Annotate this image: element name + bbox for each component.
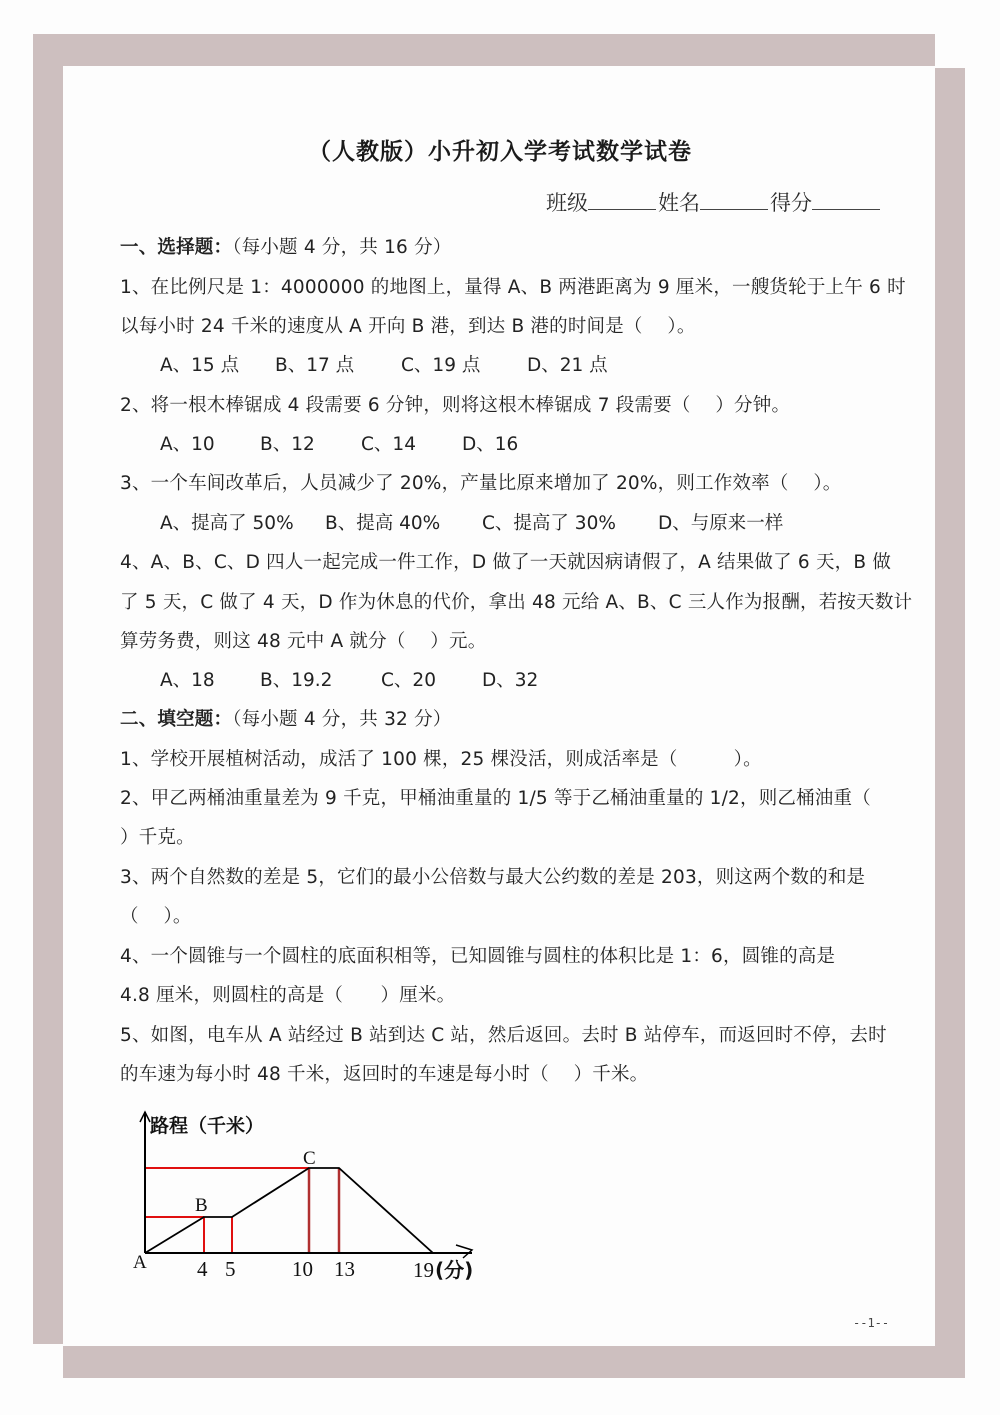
page-title: （人教版）小升初入学考试数学试卷: [308, 139, 692, 165]
s1-q4-option-b[interactable]: B、19.2: [260, 670, 333, 691]
s1-q3-option-b[interactable]: B、提高 40%: [325, 513, 441, 534]
s2-q2-line2: ）千克。: [120, 827, 195, 848]
s1-q2-option-c[interactable]: C、14: [361, 434, 416, 455]
section2-heading: [120, 705, 452, 731]
s1-q2-option-b[interactable]: B、12: [260, 434, 315, 455]
y-axis-label: 路程（千米）: [150, 1115, 265, 1137]
s2-q1-line1: 1、学校开展植树活动，成活了 100 棵，25 棵没活，则成活率是（ ）。: [120, 749, 762, 770]
s1-q2-line1: 2、将一根木棒锯成 4 段需要 6 分钟，则将这根木棒锯成 7 段需要（ ）分钟。: [120, 395, 791, 416]
s2-q5-line1: 5、如图，电车从 A 站经过 B 站到达 C 站，然后返回。去时 B 站停车，而返回时不停，去时: [120, 1025, 887, 1046]
guide-lines: [145, 1168, 309, 1253]
section2-title: 二、填空题：: [120, 709, 233, 730]
class-label: 班级: [546, 191, 588, 215]
s1-q1-line2: 以每小时 24 千米的速度从 A 开向 B 港，到达 B 港的时间是（ ）。: [120, 316, 696, 337]
x-tick-13: 13: [334, 1257, 355, 1281]
s1-q3-option-a[interactable]: A、提高了 50%: [160, 513, 294, 534]
class-blank[interactable]: [588, 187, 656, 210]
name-label: 姓名: [658, 191, 700, 215]
s1-q4-line1: 4、A、B、C、D 四人一起完成一件工作，D 做了一天就因病请假了，A 结果做了 6 天，B 做: [120, 552, 892, 573]
s1-q2-option-a[interactable]: A、10: [160, 434, 215, 455]
distance-time-diagram: [125, 1100, 505, 1290]
s1-q2-option-d[interactable]: D、16: [462, 434, 519, 455]
s1-q4-line3: 算劳务费，则这 48 元中 A 就分（ ）元。: [120, 631, 487, 652]
s1-q4-option-a[interactable]: A、18: [160, 670, 215, 691]
s1-q1-option-d[interactable]: D、21 点: [527, 355, 608, 376]
x-axis-unit: (分): [435, 1258, 474, 1282]
s2-q4-line1: 4、一个圆锥与一个圆柱的底面积相等，已知圆锥与圆柱的体积比是 1：6，圆锥的高是: [120, 946, 836, 967]
section1-title: 一、选择题：: [120, 237, 233, 258]
page-number: --1--: [853, 1316, 890, 1330]
point-c-label: C: [303, 1148, 316, 1169]
section1-heading: [120, 233, 452, 259]
frame-right-strip: [935, 68, 965, 1378]
score-label: 得分: [770, 191, 812, 215]
s2-q3-line2: （ ）。: [120, 906, 192, 927]
s1-q3-option-d[interactable]: D、与原来一样: [658, 513, 784, 534]
name-blank[interactable]: [700, 187, 768, 210]
student-info-fields: [546, 187, 882, 217]
point-b-label: B: [195, 1195, 208, 1216]
frame-bottom-strip: [63, 1346, 965, 1378]
s1-q4-option-d[interactable]: D、32: [482, 670, 539, 691]
s2-q5-line2: 的车速为每小时 48 千米，返回时的车速是每小时（ ）千米。: [120, 1064, 649, 1085]
s1-q1-line1: 1、在比例尺是 1：4000000 的地图上，量得 A、B 两港距离为 9 厘米，一艘货轮于上午 6 时: [120, 277, 906, 298]
section1-note: （每小题 4 分，共 16 分）: [232, 237, 452, 258]
s2-q4-line2: 4.8 厘米，则圆柱的高是（ ）厘米。: [120, 985, 456, 1006]
distance-path: [145, 1168, 433, 1253]
s1-q4-option-c[interactable]: C、20: [381, 670, 436, 691]
s1-q4-line2: 了 5 天，C 做了 4 天，D 作为休息的代价，拿出 48 元给 A、B、C 三人作为报酬，若按天数计: [120, 592, 913, 613]
x-tick-5: 5: [225, 1257, 236, 1281]
s1-q3-option-c[interactable]: C、提高了 30%: [482, 513, 616, 534]
s1-q1-option-b[interactable]: B、17 点: [275, 355, 355, 376]
point-a-label: A: [133, 1252, 147, 1273]
x-tick-10: 10: [292, 1257, 313, 1281]
score-blank[interactable]: [812, 187, 880, 210]
s2-q3-line1: 3、两个自然数的差是 5，它们的最小公倍数与最大公约数的差是 203，则这两个数的和是: [120, 867, 866, 888]
section2-note: （每小题 4 分，共 32 分）: [232, 709, 452, 730]
s1-q1-option-a[interactable]: A、15 点: [160, 355, 240, 376]
s2-q2-line1: 2、甲乙两桶油重量差为 9 千克，甲桶油重量的 1/5 等于乙桶油重量的 1/2，则乙桶油重（: [120, 788, 871, 809]
s1-q3-line1: 3、一个车间改革后，人员减少了 20%，产量比原来增加了 20%，则工作效率（ ）。: [120, 473, 842, 494]
s1-q1-option-c[interactable]: C、19 点: [401, 355, 481, 376]
x-tick-4: 4: [197, 1257, 208, 1281]
x-tick-19: 19: [413, 1258, 434, 1282]
